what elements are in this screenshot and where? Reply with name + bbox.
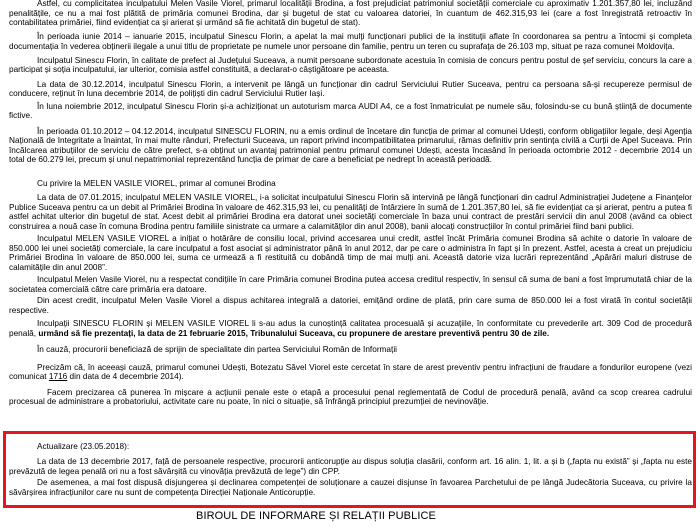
footer-office-name: BIROUL DE INFORMARE ȘI RELAȚII PUBLICE xyxy=(196,510,436,522)
incompatibility-paragraph: În perioada 01.10.2012 – 04.12.2014, inculpatul SINESCU FLORIN, nu a emis ordinul de încetare din funcția de primar al comunei Udești, conform obligațiilor legale, deși Agenția Națională de Integritate a înaintat, în mai multe rânduri, Prefecturii Suceava, un raport privind incompatibilitatea primarului, rămas definitiv prin sentința civilă a Curții de Apel Suceava. Prin încălcarea atribuțiilor de serviciu de către prefect, s-a obținut un avantaj patrimonial pentru primarul comunei Udești, acesta încasând în perioada octombrie 2012 - decembrie 2014 un total de 60.279 lei, precum și unul nepatrimonial reprezentând funcția de primar de care a beneficiat pe nedrept în această perioadă. xyxy=(9,126,692,164)
sri-support-paragraph: În cauză, procurorii beneficiază de sprijin de specialitate din partea Serviciului Român de Informații xyxy=(37,345,397,354)
credit-payment-paragraph: Din acest credit, inculpatul Melen Vasile Viorel a dispus achitarea integrală a datoriei, emițând ordine de plată, prin care suma de 850.000 lei a fost virată în contul societății respective. xyxy=(9,296,692,315)
related-case-date: din data de 4 decembrie 2014). xyxy=(67,372,184,381)
press-release-body xyxy=(9,0,692,407)
arrest-proposal-bold-text: urmând să fie prezentați, la data de 21 februarie 2015, Tribunalului Suceava, cu propunere de arestare preventivă pentru 30 de zile. xyxy=(38,328,550,338)
related-case-paragraph xyxy=(9,363,692,382)
credit-conditions-paragraph: Inculpatul Melen Vasile Viorel, nu a respectat condițiile în care Primăria comunei Brodina putea accesa creditul respectiv, în sensul că suma de bani a fost împrumutată chiar de la societatea comercială către care primăria era datoare. xyxy=(9,275,692,294)
contest-commission-paragraph: Inculpatul Sinescu Florin, în calitate de prefect al Județului Suceava, a numit persoane subordonate acestuia în comisia de concurs pentru postul de șef serviciu, concurs la care a participat și soția inculpatului, iar ulterior, comisia astfel constituită, a declarat-o câștigătoare pe aceasta. xyxy=(9,55,692,74)
press-release-1716-link[interactable]: 1716 xyxy=(48,372,68,381)
update-box xyxy=(3,431,696,508)
update-title: Actualizare (23.05.2018): xyxy=(37,442,130,451)
arrest-proposal-text: Inculpații SINESCU FLORIN și MELEN VASILE VIOREL li s-au adus la cunoștință calitatea procesuală și acuzațiile, în conformitate cu prevederile art. 309 Cod de procedură penală, xyxy=(9,319,692,338)
complicity-damage-paragraph: Astfel, cu complicitatea inculpatului Melen Vasile Viorel, primarul localității Brodina, a fost prejudiciat patrimoniul societății comerciale cu aproximativ 1.201.357,80 lei, incluzând penalitățile, ce nu a mai fost plătită de primăria comunei Brodina, dar și bugetul de stat cu valoarea datoriei, în cuantum de 462.315,93 lei (care a fost înregistrată retroactiv în contabilitatea primăriei, fiind evidențiat ca și arierat și urmând să fie achitată din bugetul de stat). xyxy=(9,0,692,27)
license-intervention-paragraph: La data de 30.12.2014, inculpatul Sinescu Florin, a intervenit pe lângă un funcționar din cadrul Serviciului Rutier Suceava, pentru ca persoana să-și recupereze permisul de conducere, reținut în luna decembrie 2014, de polițiști din cadrul Serviciului Rutier Iași. xyxy=(9,79,692,98)
update-disjunction-paragraph: De asemenea, a mai fost dispusă disjungerea și declinarea competenței de soluționare a cauzei disjunse în favoarea Parchetului de pe lângă Judecătoria Suceava, cu privire la săvârșirea infracțiunilor care nu sunt de competența Direcției Naționale Anticorupție. xyxy=(9,478,692,497)
debit-arrears-paragraph: La data de 07.01.2015, inculpatul MELEN VASILE VIOREL, i-a solicitat inculpatului Sinescu Florin să intervină pe lângă funcționari din cadrul Administrației Județene a Finanțelor Publice Suceava pentru ca un debit al Primăriei Brodina în valoare de 462.315,93 lei, cu penalități de întârziere în sumă de 1.201.357,80 lei, să fie evidențiat ca și arierat, pentru a putea fi astfel achitat ulterior din bugetul de stat. Acest debit al primăriei Brodina era datorat unei societăți comerciale în baza unui contract de prestări servicii din anul 2008 (având ca obiect construirea a nouă case în comuna Brodina pentru familiile sinistrate ca urmare a calamităților din anul 2008), banii alocați construcțiilor în contul primăriei fiind bani publici. xyxy=(9,193,692,231)
arrest-proposal-paragraph xyxy=(9,319,692,338)
land-title-paragraph: În perioada iunie 2014 – ianuarie 2015, inculpatul Sinescu Florin, a apelat la mai mulți funcționari publici de la instituții aflate în coordonarea sa pentru a întocmi și completa documentația în vederea obținerii ilegale a unui titlu de proprietate pe numele unor persoane din familie, pentru un teren cu suprafața de 26.103 mp, situat pe raza comunei Moldovița. xyxy=(9,32,692,51)
update-closure-paragraph: La data de 13 decembrie 2017, față de persoanele respective, procurorii anticorupție au dispus soluția clasării, conform art. 16 alin. 1, lit. a și b („fapta nu există” și „fapta nu este prevăzută de legea penală ori nu a fost săvârșită cu vinovăția prevăzută de lege”) din CPP. xyxy=(9,457,692,476)
car-purchase-paragraph: În luna noiembrie 2012, inculpatul Sinescu Florin și-a achiziționat un autoturism marca AUDI A4, ce a fost înmatriculat pe numele său, folosindu-se cu bună știință de documente fictive. xyxy=(9,101,692,120)
melen-section-heading: Cu privire la MELEN VASILE VIOREL, primar al comunei Brodina xyxy=(37,178,276,188)
related-case-text: Precizăm că, în aceeași cauză, primarul comunei Udești, Botezatu Săvel Viorel este cercetat în stare de arest preventiv pentru infracțiuni de fraudare a fondurilor europene (vezi comunicat xyxy=(9,362,692,381)
credit-decision-paragraph: Inculpatul MELEN VASILE VIOREL a inițiat o hotărâre de consiliu local, privind accesarea unui credit, astfel încât Primăria comunei Brodina să achite o datorie în valoare de 850.000 lei unei societăți comerciale, la care inculpatul a fost asociat și administrator până în anul 2012, dar pe care o administra în fapt și în prezent. Astfel, acesta a creat un prejudiciu Primăriei Brodina în valoare de 850.000 lei, suma ce urmează a fi restituită cu dobândă timp de mai mulți ani. Această datorie viza lucrări reprezentând „Apărări maluri distruse de calamitățile din anul 2008”. xyxy=(9,234,692,272)
presumption-paragraph: Facem precizarea că punerea în mișcare a acțiunii penale este o etapă a procesului penal reglementată de Codul de procedură penală, având ca scop crearea cadrului procesual de administrare a probatoriului, activitate care nu poate, în nici o situație, să înfrângă principiul prezumției de nevinovăție. xyxy=(9,387,692,406)
